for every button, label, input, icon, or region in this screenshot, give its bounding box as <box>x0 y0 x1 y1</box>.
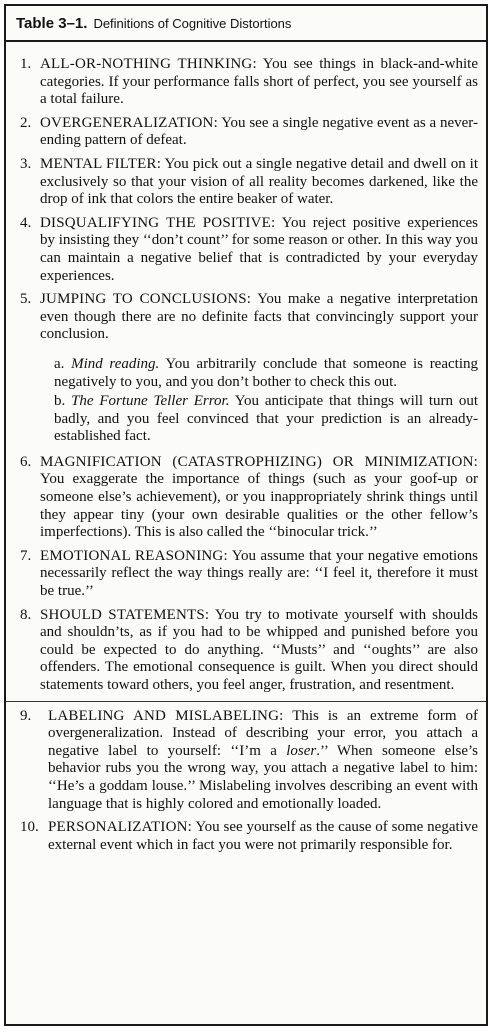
list-item <box>20 115 478 150</box>
list-item <box>20 548 478 601</box>
table-title: Definitions of Cognitive Distortions <box>93 15 292 31</box>
item-term: MENTAL FILTER: <box>40 155 162 172</box>
sub-item-term: Mind reading. <box>71 355 160 372</box>
item-definition-part-a: This is an extreme form of overgeneralization. Instead of describing your error, you attach a negative label to yourself: ‘‘I’m a <box>48 707 478 759</box>
list-item <box>20 215 478 285</box>
list-item <box>20 56 478 109</box>
item-definition: You see things in black-and-white categories. If your performance falls short of perfect, you see yourself as a total failure. <box>40 56 478 108</box>
list-item <box>20 291 478 344</box>
item-definition-part-b: .’’ When someone else’s behavior rubs you the wrong way, you attach a negative label to him: ‘‘He’s a goddam louse.’’ Mislabeling involves describing an event with language that is highly colored and emotionally loaded. <box>48 742 478 812</box>
item-term: ALL-OR-NOTHING THINKING: <box>40 56 257 72</box>
item-term: JUMPING TO CONCLUSIONS: <box>40 291 252 308</box>
list-item <box>20 607 478 695</box>
item-definition: You make a negative interpretation even though there are no definite facts that convincingly support your conclusion. <box>40 291 478 343</box>
item-definition: You try to motivate yourself with shoulds and shouldn’ts, as if you had to be whipped and punished before you could be expected to do anything. ‘‘Musts’’ and ‘‘oughts’’ are also offenders. The emotional consequence is guilt. When you direct should statements toward others, you feel anger, frustration, and resentment. <box>40 606 478 693</box>
item-definition: You exaggerate the importance of things (such as your goof-up or someone else’s achievement), or you inappropriately shrink things until they appear tiny (your own desirable qualities or the other fellow’s imperfections). This is also called the ‘‘binocular trick.’’ <box>40 471 478 541</box>
item-number: 6. <box>20 453 32 470</box>
item-term: SHOULD STATEMENTS: <box>40 606 210 623</box>
distortion-list <box>6 42 486 854</box>
item-emphasis: loser <box>286 742 317 759</box>
table-header <box>6 6 486 42</box>
cognitive-distortions-table <box>4 4 488 1026</box>
item-definition: You assume that your negative emotions necessarily reflect the way things really are: ‘‘I feel it, therefore it must be true.’’ <box>40 547 478 600</box>
item-number: 8. <box>20 606 32 623</box>
item-definition: You pick out a single negative detail and dwell on it exclusively so that your vision of all reality becomes darkened, like the drop of ink that colors the entire beaker of water. <box>40 155 479 208</box>
list-item <box>20 707 478 814</box>
item-term: EMOTIONAL REASONING: <box>40 547 228 564</box>
item-number: 4. <box>20 214 32 231</box>
sub-item-label: b. <box>54 393 66 410</box>
sub-list <box>54 356 478 446</box>
item-number: 10. <box>20 819 39 836</box>
item-number: 7. <box>20 547 32 564</box>
page-seam-divider <box>6 701 486 702</box>
sub-item-label: a. <box>54 355 65 372</box>
item-term: PERSONALIZATION: <box>48 819 193 836</box>
item-term: OVERGENERALIZATION: <box>40 114 218 131</box>
item-number: 3. <box>20 155 32 172</box>
list-item <box>20 454 478 542</box>
item-term: LABELING AND MISLABELING: <box>48 707 284 724</box>
item-definition-part-a: You see yourself as the cause of some negative external event which in fact you were not primarily responsible for. <box>48 819 478 853</box>
item-number: 5. <box>20 291 32 308</box>
item-number: 1. <box>20 56 32 72</box>
sub-item-definition: You arbitrarily conclude that someone is reacting negatively to you, and you don’t bother to check this out. <box>54 355 478 390</box>
list-item <box>20 819 478 854</box>
table-number: Table 3–1. <box>16 14 88 32</box>
item-definition: You see a single negative event as a never-ending pattern of defeat. <box>40 114 478 149</box>
item-number: 2. <box>20 114 32 131</box>
item-number: 9. <box>20 707 32 724</box>
item-term: DISQUALIFYING THE POSITIVE: <box>40 214 276 231</box>
list-item <box>20 156 478 209</box>
sub-item-definition: You anticipate that things will turn out badly, and you feel convinced that your prediction is an already-established fact. <box>54 393 479 445</box>
sub-item <box>54 393 478 446</box>
item-term: MAGNIFICATION (CATASTROPHIZING) OR MINIMIZATION: <box>40 453 478 470</box>
item-definition: You reject positive experiences by insisting they ‘‘don’t count’’ for some reason or other. In this way you can maintain a negative belief that is contradicted by your everyday experiences. <box>40 214 478 284</box>
sub-item <box>54 356 478 391</box>
sub-item-term: The Fortune Teller Error. <box>71 393 230 410</box>
